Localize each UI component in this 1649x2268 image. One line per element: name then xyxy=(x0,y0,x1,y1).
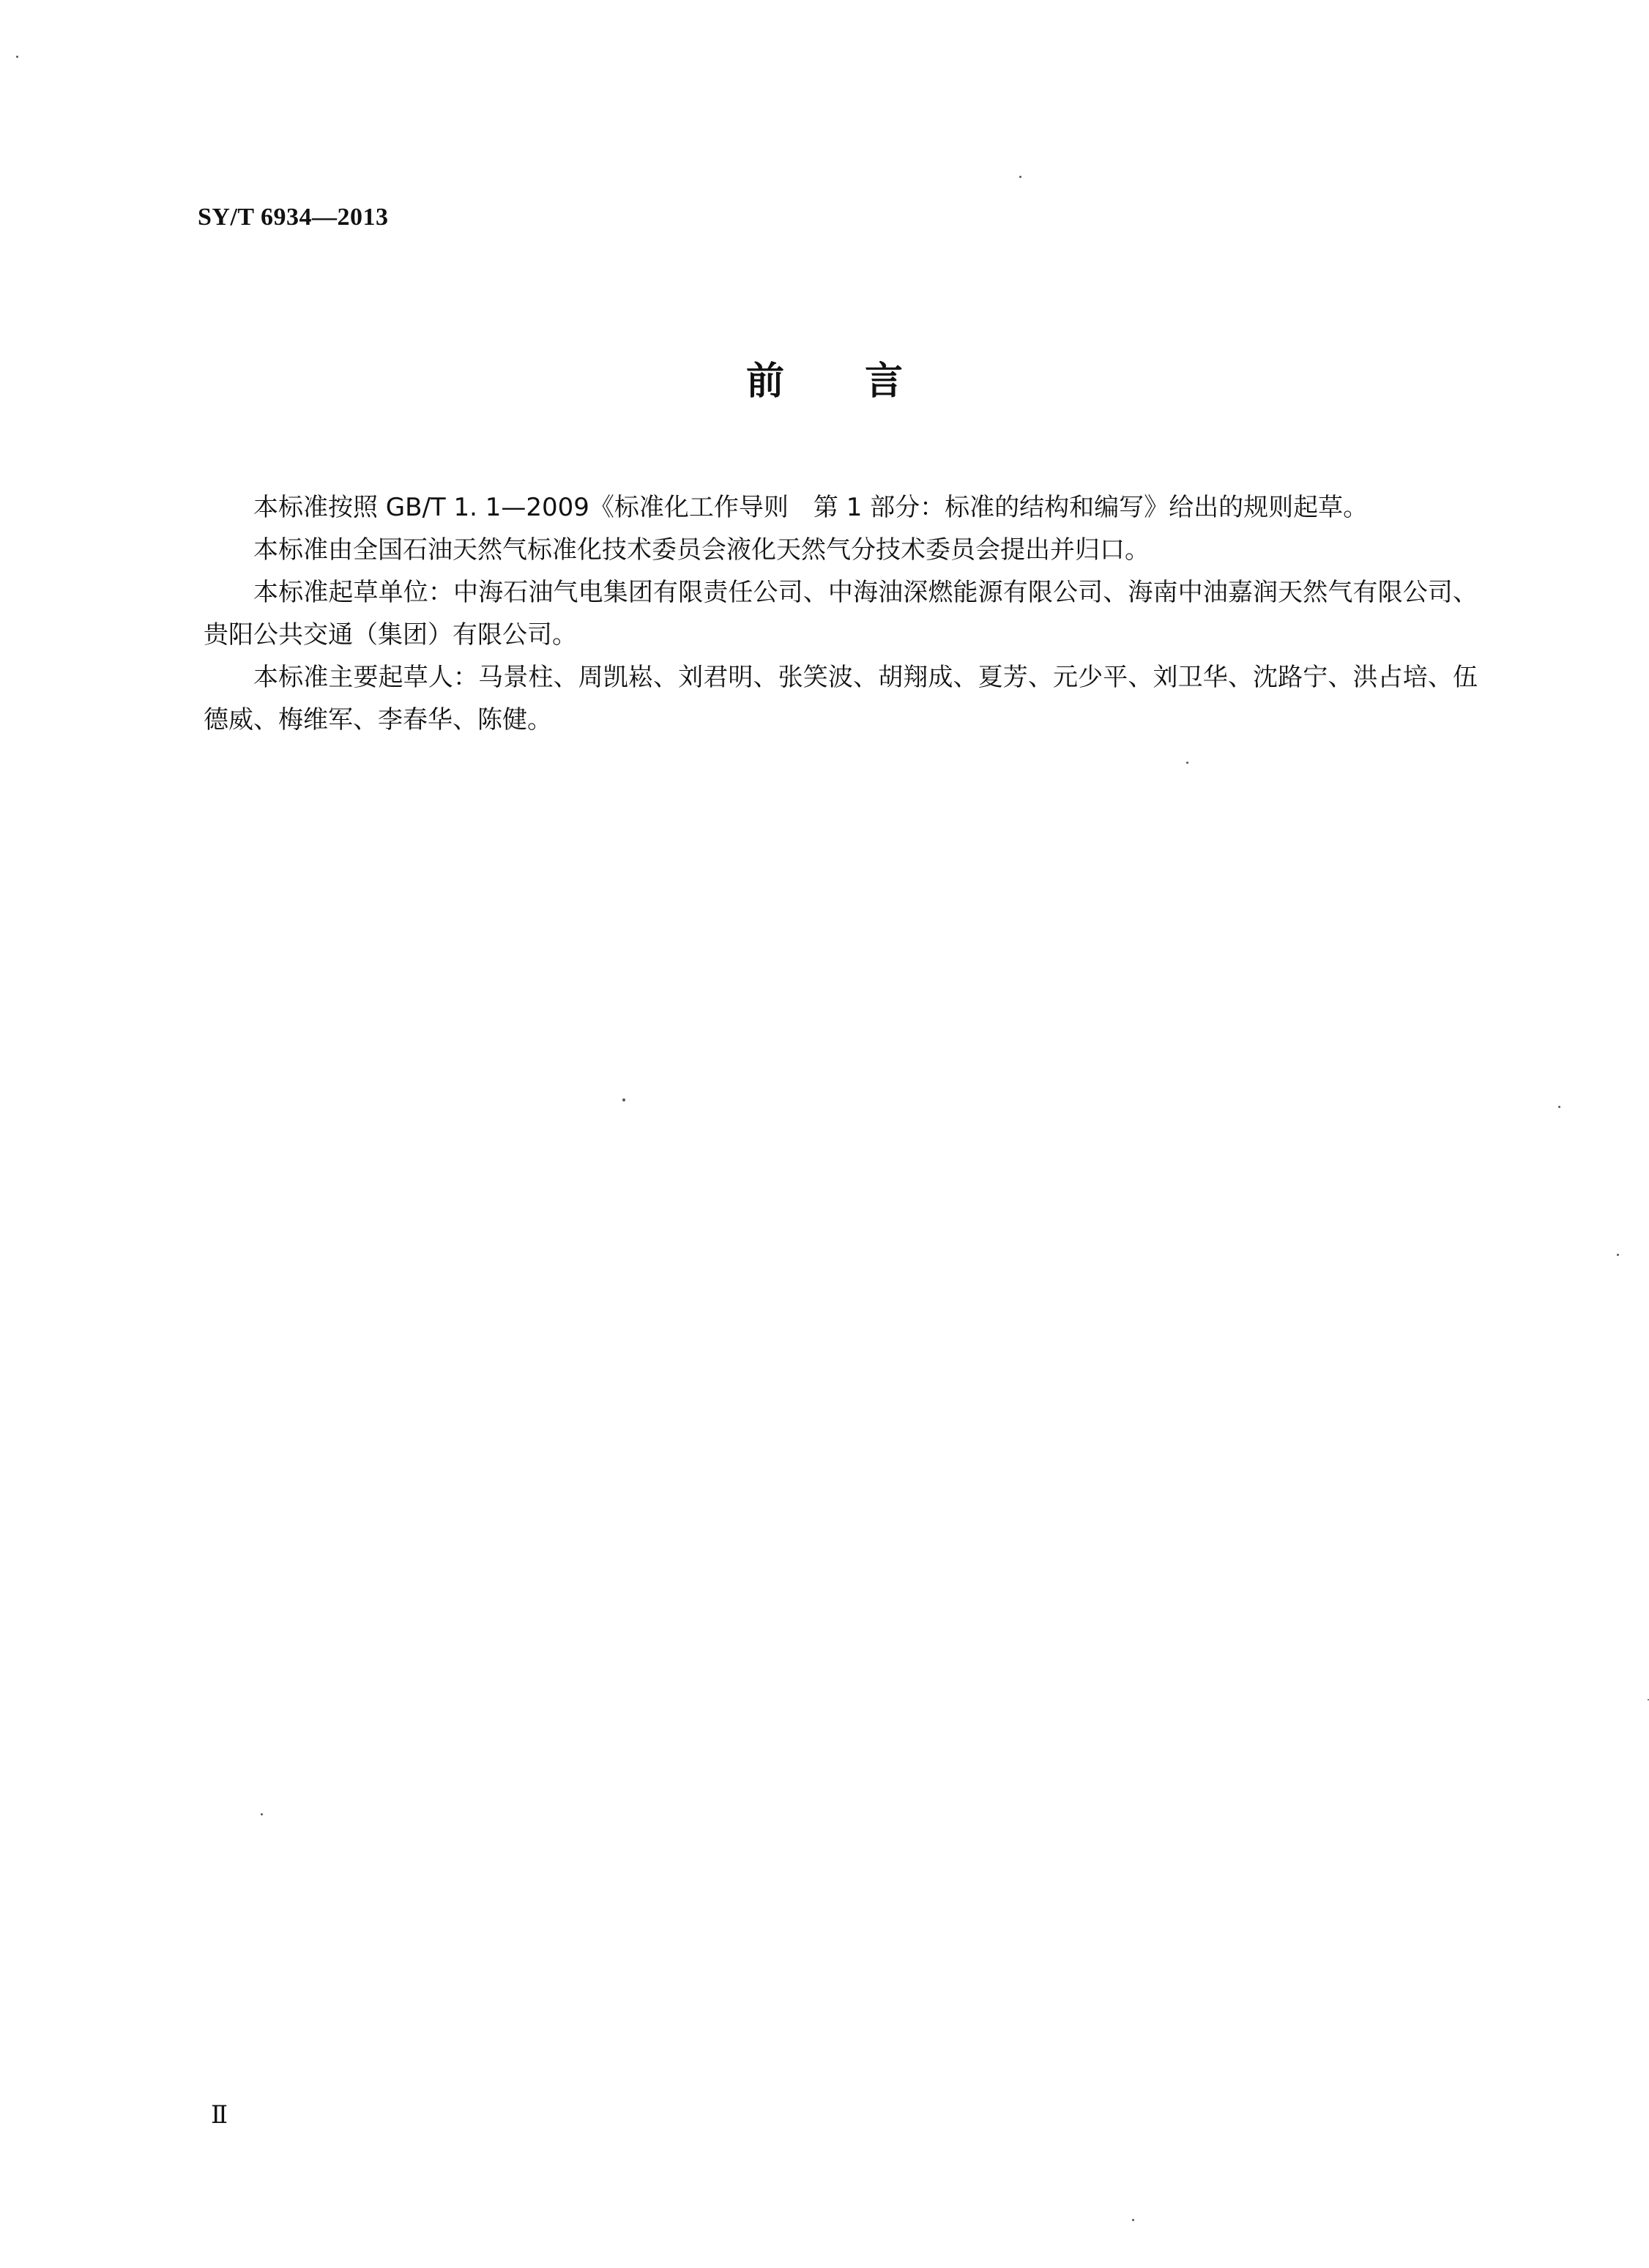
scan-speck xyxy=(1019,176,1021,178)
scan-speck xyxy=(622,1098,625,1101)
scan-speck xyxy=(1186,762,1188,764)
paragraph-drafting-rules: 本标准按照 GB/T 1. 1—2009《标准化工作导则 第 1 部分：标准的结构和编写》给出的规则起草。 xyxy=(253,493,1369,522)
scan-speck xyxy=(1617,1254,1619,1256)
document-number: SY/T 6934—2013 xyxy=(198,204,389,231)
section-title: 前言 xyxy=(745,360,983,404)
page-number: Ⅱ xyxy=(211,2102,228,2129)
scan-speck xyxy=(261,1813,263,1815)
scan-speck xyxy=(1132,2219,1134,2221)
scan-speck xyxy=(1558,1106,1560,1108)
paragraph-drafting-units: 本标准起草单位：中海石油气电集团有限责任公司、中海油深燃能源有限公司、海南中油嘉润天然气有限公司、贵阳公共交通（集团）有限公司。 xyxy=(204,578,1478,650)
foreword-body xyxy=(204,486,1478,741)
scan-speck xyxy=(16,56,18,58)
paragraph-proposer: 本标准由全国石油天然气标准化技术委员会液化天然气分技术委员会提出并归口。 xyxy=(253,535,1150,565)
paragraph-main-drafters: 本标准主要起草人：马景柱、周凯崧、刘君明、张笑波、胡翔成、夏芳、元少平、刘卫华、沈路宁、洪占培、伍德威、梅维军、李春华、陈健。 xyxy=(204,663,1478,735)
